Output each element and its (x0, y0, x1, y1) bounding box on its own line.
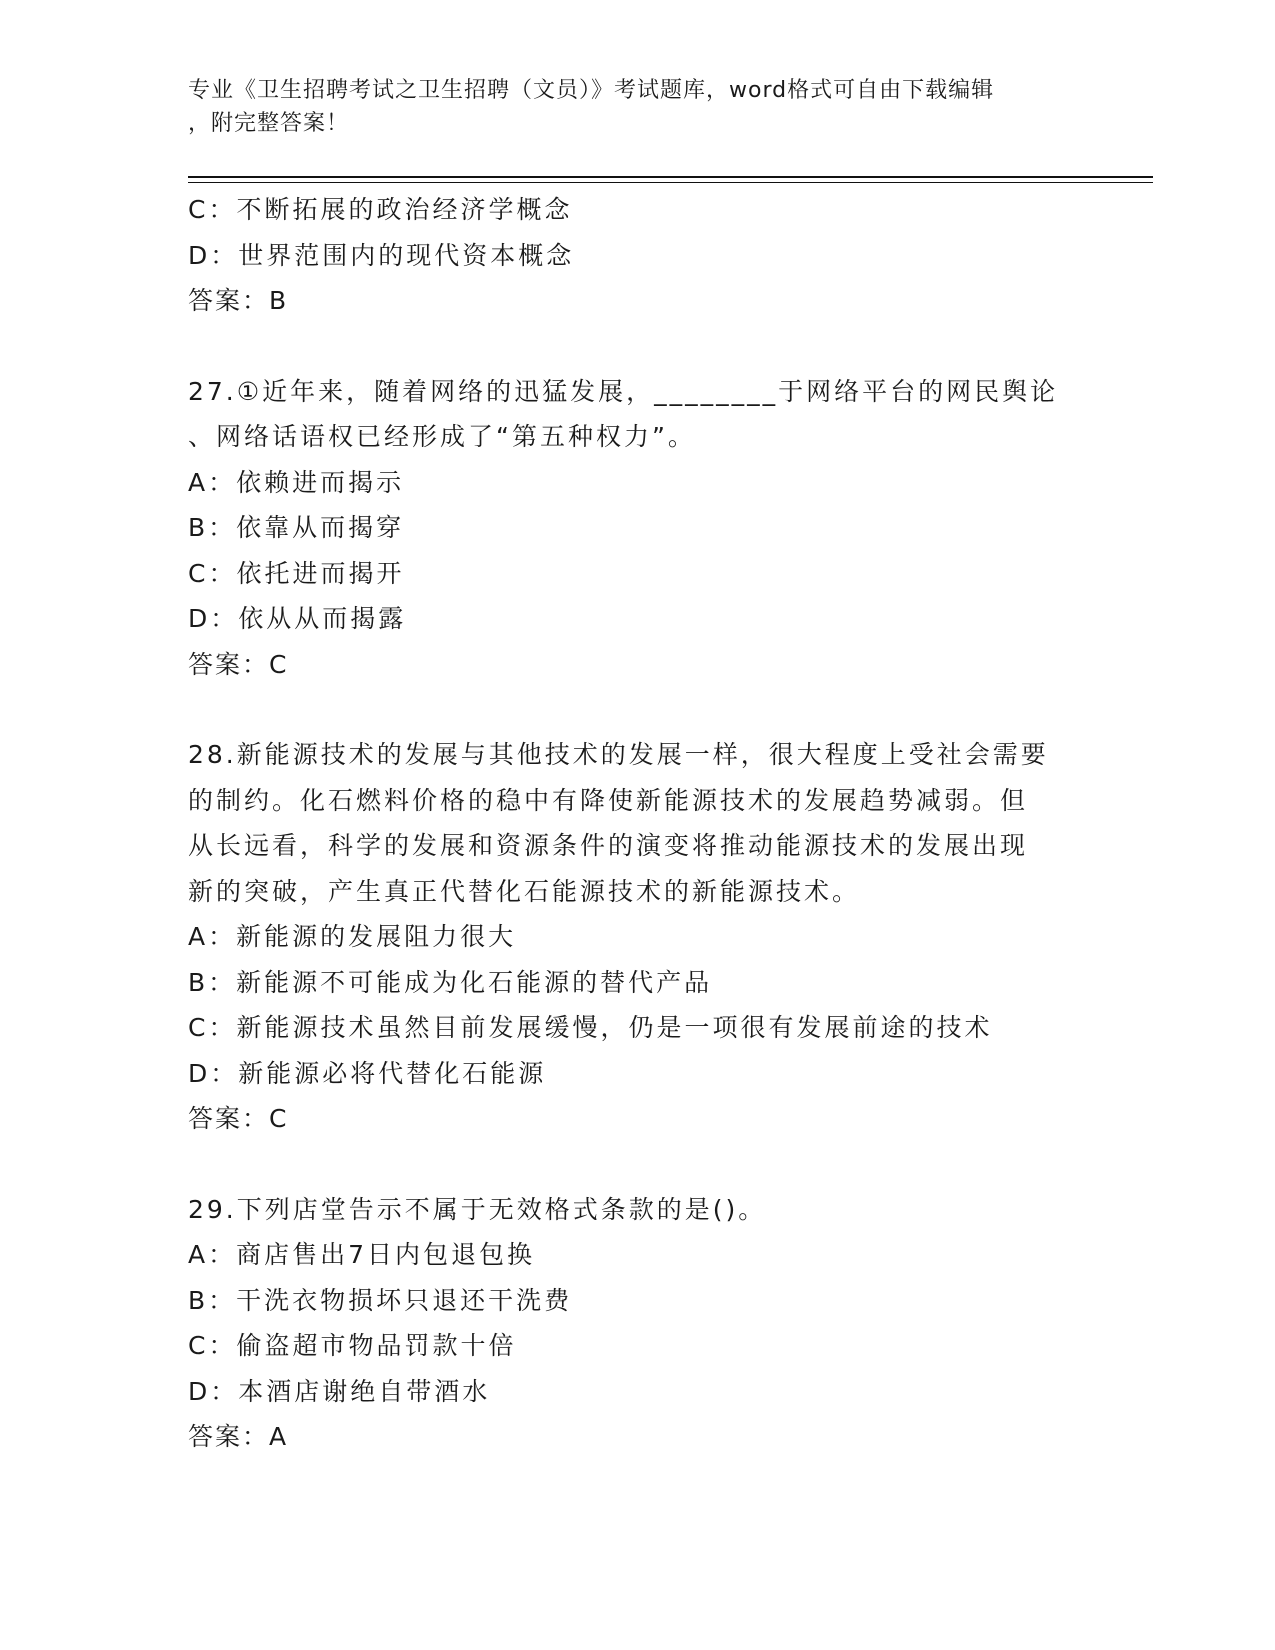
question-spacer (188, 1142, 1088, 1187)
question-29 (188, 1187, 1088, 1460)
option-d: D：依从从而揭露 (188, 604, 407, 633)
question-stem: 、网络话语权已经形成了“第五种权力”。 (188, 422, 696, 451)
option-b: B：干洗衣物损坏只退还干洗费 (188, 1285, 573, 1315)
question-stem: 29.下列店堂告示不属于无效格式条款的是()。 (188, 1194, 767, 1224)
question-stem: 新的突破，产生真正代替化石能源技术的新能源技术。 (188, 876, 861, 906)
question-list (188, 187, 1088, 1460)
option-c: C：新能源技术虽然目前发展缓慢，仍是一项很有发展前途的技术 (188, 1013, 993, 1042)
question-stem: 从长远看，科学的发展和资源条件的演变将推动能源技术的发展出现 (188, 831, 1029, 860)
option-b: B：新能源不可能成为化石能源的替代产品 (188, 967, 713, 997)
header-rule-thin (188, 182, 1153, 183)
option-d: D：世界范围内的现代资本概念 (188, 240, 575, 270)
header-line-2: ，附完整答案！ (188, 111, 350, 136)
question-26-tail (188, 187, 1088, 324)
question-spacer (188, 324, 1088, 369)
option-c: C：不断拓展的政治经济学概念 (188, 195, 573, 224)
option-c: C：依托进而揭开 (188, 558, 405, 588)
answer-line: 答案：B (188, 286, 289, 315)
option-a: A：依赖进而揭示 (188, 467, 405, 497)
option-a: A：商店售出7日内包退包换 (188, 1240, 536, 1269)
option-a: A：新能源的发展阻力很大 (188, 922, 517, 951)
header-rule-thick (188, 176, 1153, 178)
question-stem: 27.①近年来，随着网络的迅猛发展，________于网络平台的网民舆论 (188, 376, 1059, 406)
question-28 (188, 732, 1088, 1142)
option-d: D：新能源必将代替化石能源 (188, 1058, 547, 1088)
document-header (188, 74, 1068, 140)
question-27 (188, 369, 1088, 688)
answer-line: 答案：C (188, 1104, 289, 1133)
answer-line: 答案：A (188, 1422, 289, 1451)
option-d: D：本酒店谢绝自带酒水 (188, 1376, 491, 1406)
option-c: C：偷盗超市物品罚款十倍 (188, 1331, 517, 1360)
answer-line: 答案：C (188, 649, 289, 679)
question-stem: 的制约。化石燃料价格的稳中有降使新能源技术的发展趋势减弱。但 (188, 785, 1029, 815)
question-spacer (188, 687, 1088, 732)
header-line-1: 专业《卫生招聘考试之卫生招聘（文员）》考试题库，word格式可自由下载编辑 (188, 78, 995, 103)
option-b: B：依靠从而揭穿 (188, 513, 405, 542)
question-stem: 28.新能源技术的发展与其他技术的发展一样，很大程度上受社会需要 (188, 740, 1049, 769)
